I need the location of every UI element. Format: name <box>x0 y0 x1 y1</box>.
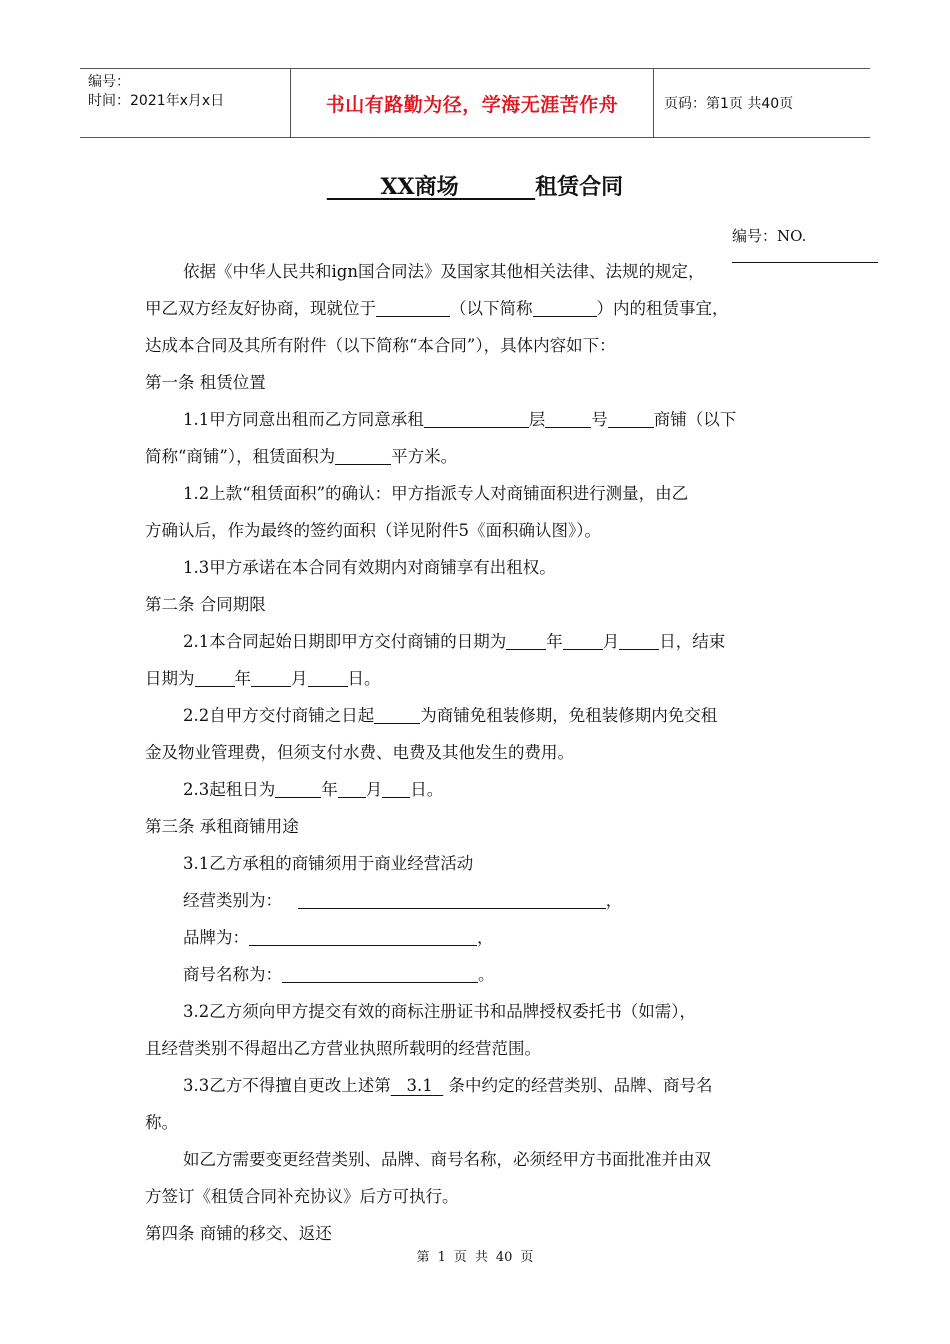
clause-3-2-line-2: 且经营类别不得超出乙方营业执照所载明的经营范围。 <box>145 1039 541 1058</box>
intro-line-1: 依据《中华人民共和ign国合同法》及国家其他相关法律、法规的规定， <box>183 262 705 281</box>
page-header <box>80 68 870 138</box>
clause-3-3-line-2: 称。 <box>145 1113 178 1132</box>
clause-1-3: 1.3甲方承诺在本合同有效期内对商铺享有出租权。 <box>183 558 556 577</box>
clause-1-1-line-2: 简称“商铺”），租赁面积为 平方米。 <box>145 447 458 466</box>
page-footer: 第 1 页 共 40 页 <box>416 1250 534 1265</box>
change-paragraph-line-2: 方签订《租赁合同补充协议》后方可执行。 <box>145 1187 459 1206</box>
clause-2-2-line-1: 2.2自甲方交付商铺之日起 为商铺免租装修期，免租装修期内免交租 <box>183 706 718 725</box>
footer-page-number: 1 <box>437 1250 446 1265</box>
clause-2-1-line-1: 2.1本合同起始日期即甲方交付商铺的日期为 年 月 日，结束 <box>183 632 726 651</box>
header-page-info: 页码：第1页 共40页 <box>664 96 794 112</box>
header-date-label: 时间：2021年x月x日 <box>88 93 225 109</box>
clause-1-2-line-1: 1.2上款“租赁面积”的确认：甲方指派专人对商铺面积进行测量，由乙 <box>183 484 689 503</box>
title-part2: 租赁合同 <box>535 174 624 200</box>
business-category-line: 经营类别为： ， <box>183 891 623 910</box>
clause-2-3: 2.3起租日为 年 月 日。 <box>183 780 444 799</box>
intro-line-3: 达成本合同及其所有附件（以下简称“本合同”），具体内容如下： <box>145 336 616 355</box>
header-number-label: 编号： <box>88 74 130 90</box>
clause-2-2-line-2: 金及物业管理费，但须支付水费、电费及其他发生的费用。 <box>145 743 574 762</box>
trade-name-line: 商号名称为： 。 <box>183 965 495 984</box>
clause-1-1-line-1: 1.1甲方同意出租而乙方同意承租 层 号 商铺（以下 <box>183 410 737 429</box>
doc-no-label: 编号：NO. <box>732 227 807 245</box>
intro-line-2: 甲乙双方经友好协商，现就位于 （以下简称 ）内的租赁事宜， <box>145 299 729 318</box>
clause-2-1-line-2: 日期为 年 月 日。 <box>145 669 381 688</box>
clause-3-3-line-1: 3.3乙方不得擅自更改上述第 3.1 条中约定的经营类别、品牌、商号名 <box>183 1076 713 1095</box>
clause-ref: 3.1 <box>406 1076 433 1095</box>
change-paragraph-line-1: 如乙方需要变更经营类别、品牌、商号名称，必须经甲方书面批准并由双 <box>183 1150 711 1169</box>
article-3-heading: 第三条 承租商铺用途 <box>145 817 299 836</box>
contract-body <box>145 253 815 1252</box>
title-part1: XX商场 <box>380 174 459 200</box>
clause-1-2-line-2: 方确认后，作为最终的签约面积（详见附件5《面积确认图》）。 <box>145 521 601 540</box>
clause-3-1: 3.1乙方承租的商铺须用于商业经营活动 <box>183 854 474 873</box>
clause-3-2-line-1: 3.2乙方须向甲方提交有效的商标注册证书和品牌授权委托书（如需）， <box>183 1002 696 1021</box>
article-4-heading: 第四条 商铺的移交、返还 <box>145 1224 332 1243</box>
document-title <box>0 170 950 201</box>
brand-line: 品牌为： ， <box>183 928 494 947</box>
footer-total-pages: 40 <box>495 1250 513 1265</box>
header-motto: 书山有路勤为径，学海无涯苦作舟 <box>291 69 654 137</box>
article-2-heading: 第二条 合同期限 <box>145 595 266 614</box>
header-meta <box>80 69 291 137</box>
article-1-heading: 第一条 租赁位置 <box>145 373 266 392</box>
